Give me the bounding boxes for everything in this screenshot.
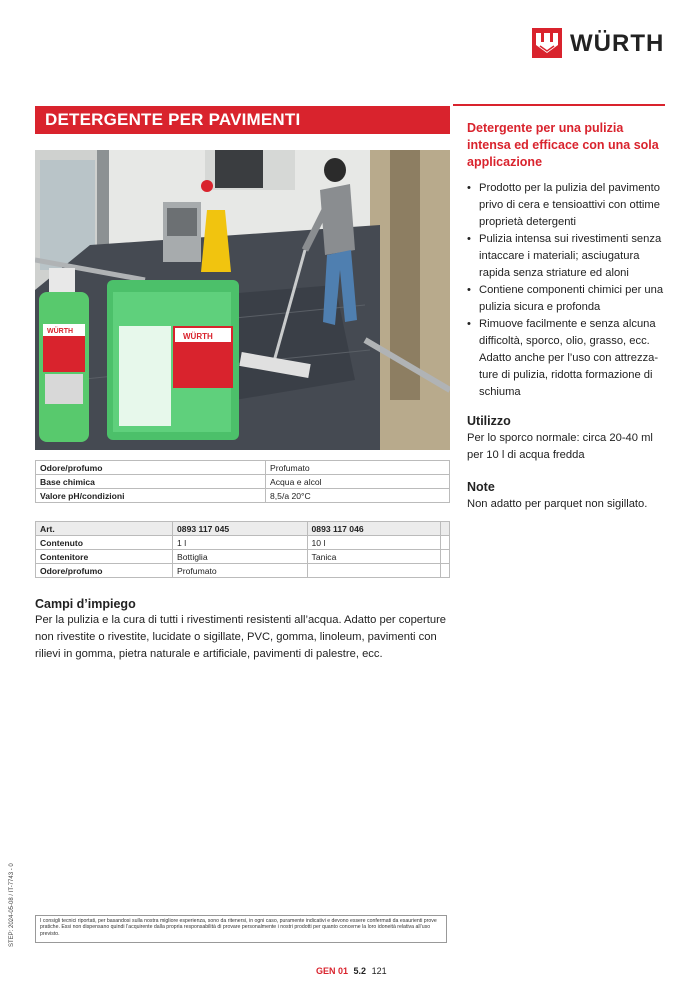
note-title: Note bbox=[467, 480, 495, 494]
logo-text: WÜRTH bbox=[570, 30, 665, 57]
page-title: DETERGENTE PER PAVIMENTI bbox=[45, 110, 301, 129]
feature-item: • Prodotto per la pulizia del pavimento privo di cera e tensioattivi con ottime proprietà detergenti bbox=[467, 180, 672, 231]
empty-cell bbox=[441, 550, 450, 564]
page-num: 121 bbox=[371, 966, 387, 976]
feature-list bbox=[467, 180, 672, 401]
cell: 10 l bbox=[307, 536, 440, 550]
feature-item: • Pulizia intensa sui rivestimenti senza intaccare i materiali; asciugatura rapida senza striature ed aloni bbox=[467, 231, 672, 282]
row-label: Contenuto bbox=[36, 536, 173, 550]
articles-table bbox=[35, 521, 450, 578]
page-subsection: 5.2 bbox=[353, 966, 367, 976]
campi-title: Campi d’impiego bbox=[35, 597, 136, 611]
empty-cell bbox=[441, 536, 450, 550]
cell: Tanica bbox=[307, 550, 440, 564]
property-value: Acqua e alcol bbox=[266, 475, 450, 489]
page-section: GEN 01 bbox=[316, 966, 349, 976]
title-bar bbox=[35, 106, 450, 134]
cell: 1 l bbox=[173, 536, 308, 550]
disclaimer: I consigli tecnici riportati, per basandosi sulla nostra migliore esperienza, sono da ritenersi, in ogni caso, puramente indicativi e devono essere confermati da esaurienti prove pratiche. Essi non dispensano quindi l’acquirente dalla propria responsabilità di provare personalmente i nostri prodotti per quanto concerne la loro idoneità relativa all’uso previsto. bbox=[35, 915, 447, 943]
table-header-row bbox=[36, 522, 450, 536]
table-row bbox=[36, 461, 450, 475]
utilizzo-section bbox=[467, 414, 667, 464]
campi-text: Per la pulizia e la cura di tutti i rivestimenti resistenti all’acqua. Adatto per coperture non rivestite o rivestite, lucidate o sigillate, PVC, gomma, linoleum, pavimenti con rilievi in gomma, pietra naturale e artificiale, pavimenti di palestre, ecc. bbox=[35, 614, 447, 660]
property-key: Valore pH/condizioni bbox=[36, 489, 266, 503]
utilizzo-text: Per lo sporco normale: circa 20-40 ml per 10 l di acqua fredda bbox=[467, 432, 653, 461]
article-header-label: Art. bbox=[36, 522, 173, 536]
property-key: Base chimica bbox=[36, 475, 266, 489]
row-label: Odore/profumo bbox=[36, 564, 173, 578]
cell bbox=[307, 564, 440, 578]
property-value: Profumato bbox=[266, 461, 450, 475]
cell: Profumato bbox=[173, 564, 308, 578]
note-section bbox=[467, 480, 672, 513]
empty-cell bbox=[441, 522, 450, 536]
bottle-label: WÜRTH bbox=[47, 328, 74, 335]
product-photo-illustration bbox=[35, 150, 450, 450]
properties-table bbox=[35, 460, 450, 503]
table-row bbox=[36, 489, 450, 503]
wurth-logo-mark-icon bbox=[532, 28, 562, 58]
canister-label: WÜRTH bbox=[183, 332, 213, 341]
utilizzo-title: Utilizzo bbox=[467, 414, 511, 428]
cell: Bottiglia bbox=[173, 550, 308, 564]
product-photo bbox=[35, 150, 450, 450]
page-number bbox=[316, 966, 387, 976]
feature-item: • Rimuove facilmente e senza alcuna difficoltà, sporco, olio, grasso, ecc. Adatto anche per l’uso con attrezza-ture di pulizia, ridotta formazione di schiuma bbox=[467, 316, 672, 401]
note-text: Non adatto per parquet non sigillato. bbox=[467, 498, 648, 510]
side-code: STEP: 2024-05-08 / IT-7743 - 0 bbox=[9, 863, 15, 947]
wurth-logo bbox=[532, 28, 670, 60]
row-label: Contenitore bbox=[36, 550, 173, 564]
subheading: Detergente per una pulizia intensa ed efficace con una sola applicazione bbox=[467, 121, 659, 169]
feature-item: • Contiene componenti chimici per una pulizia sicura e profonda bbox=[467, 282, 672, 316]
table-row bbox=[36, 564, 450, 578]
article-number: 0893 117 045 bbox=[173, 522, 308, 536]
empty-cell bbox=[441, 564, 450, 578]
table-row bbox=[36, 475, 450, 489]
header-rule bbox=[453, 104, 665, 106]
article-number: 0893 117 046 bbox=[307, 522, 440, 536]
property-value: 8,5/a 20°C bbox=[266, 489, 450, 503]
table-row bbox=[36, 536, 450, 550]
table-row bbox=[36, 550, 450, 564]
property-key: Odore/profumo bbox=[36, 461, 266, 475]
